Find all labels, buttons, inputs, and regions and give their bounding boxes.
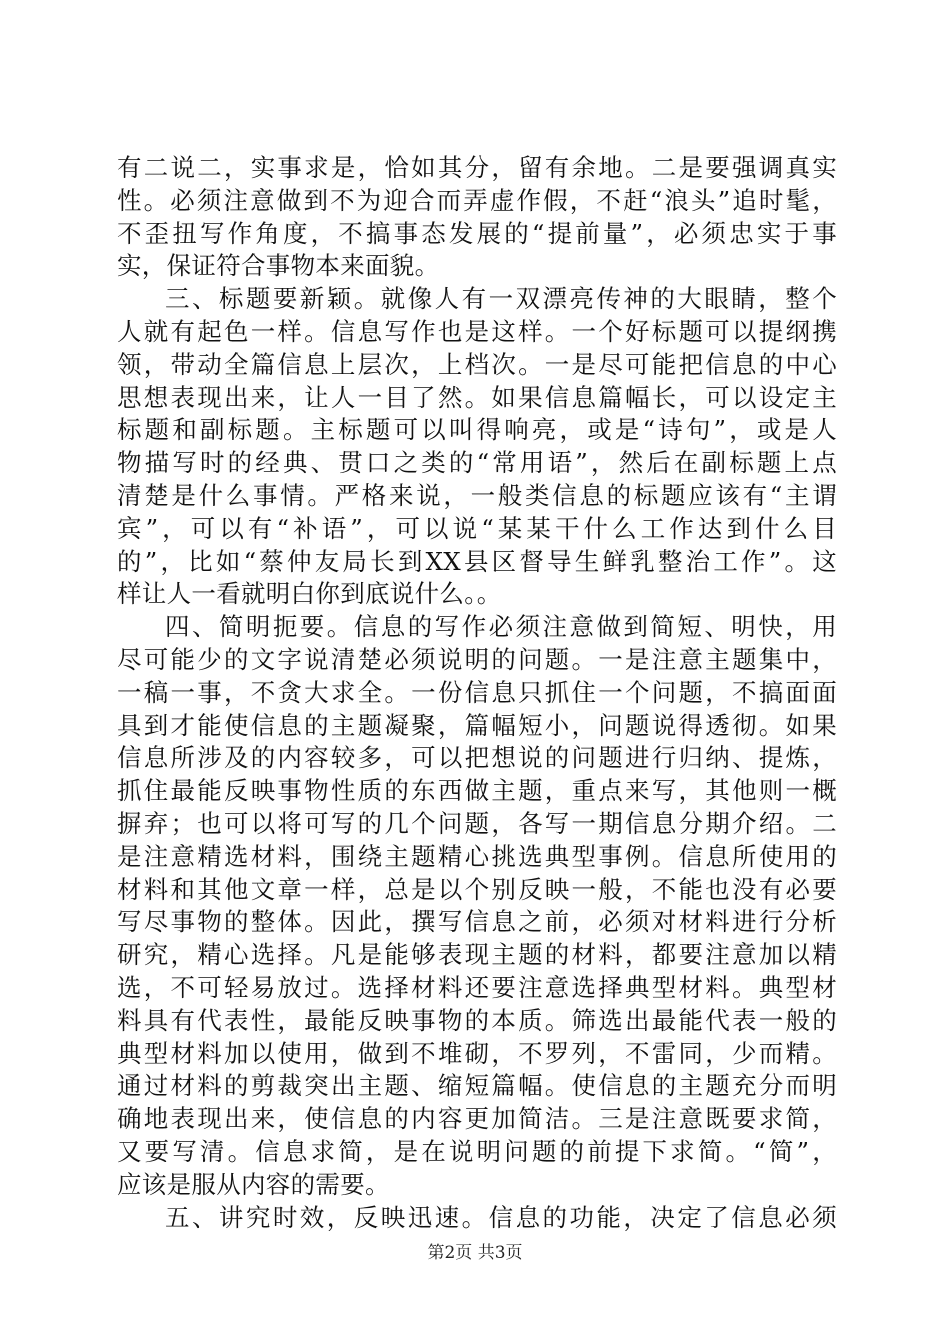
text-line: 四、简明扼要。信息的写作必须注意做到简短、明快，用 — [165, 612, 837, 642]
text-line: 样让人一看就明白你到底说什么。。 — [117, 579, 502, 609]
text-line: 信息所涉及的内容较多，可以把想说的问题进行归纳、提炼， — [117, 743, 837, 773]
text-line: 摒弃；也可以将可写的几个问题，各写一期信息分期介绍。二 — [117, 808, 837, 838]
text-line: 标题和副标题。主标题可以叫得响亮，或是“诗句”，或是人 — [117, 415, 837, 445]
text-line: 选，不可轻易放过。选择材料还要注意选择典型材料。典型材 — [117, 972, 837, 1002]
text-line: 是注意精选材料，围绕主题精心挑选典型事例。信息所使用的 — [117, 841, 837, 871]
text-line: 的”，比如“蔡仲友局长到XX县区督导生鲜乳整治工作”。这 — [117, 546, 837, 576]
text-line: 三、标题要新颖。就像人有一双漂亮传神的大眼睛，整个 — [165, 284, 837, 314]
text-line: 领，带动全篇信息上层次，上档次。一是尽可能把信息的中心 — [117, 349, 837, 379]
text-line: 尽可能少的文字说清楚必须说明的问题。一是注意主题集中， — [117, 644, 837, 674]
text-line: 写尽事物的整体。因此，撰写信息之前，必须对材料进行分析 — [117, 907, 837, 937]
text-line: 通过材料的剪裁突出主题、缩短篇幅。使信息的主题充分而明 — [117, 1071, 837, 1101]
text-line: 料具有代表性，最能反映事物的本质。筛选出最能代表一般的 — [117, 1005, 837, 1035]
text-line: 宾”，可以有“补语”，可以说“某某干什么工作达到什么目 — [117, 513, 837, 543]
text-line: 又要写清。信息求简，是在说明问题的前提下求简。“简”， — [117, 1136, 837, 1166]
text-line: 五、讲究时效，反映迅速。信息的功能，决定了信息必须 — [165, 1202, 837, 1232]
text-line: 清楚是什么事情。严格来说，一般类信息的标题应该有“主谓 — [117, 480, 837, 510]
text-line: 应该是服从内容的需要。 — [117, 1169, 390, 1199]
text-line: 不歪扭写作角度，不搞事态发展的“提前量”，必须忠实于事 — [117, 218, 837, 248]
text-line: 一稿一事，不贪大求全。一份信息只抓住一个问题，不搞面面 — [117, 677, 837, 707]
document-body — [117, 152, 837, 1234]
text-line: 性。必须注意做到不为迎合而弄虚作假，不赶“浪头”追时髦， — [117, 185, 837, 215]
text-line: 人就有起色一样。信息写作也是这样。一个好标题可以提纲携 — [117, 316, 837, 346]
text-line: 物描写时的经典、贯口之类的“常用语”，然后在副标题上点 — [117, 448, 837, 478]
text-line: 具到才能使信息的主题凝聚，篇幅短小，问题说得透彻。如果 — [117, 710, 837, 740]
text-line: 抓住最能反映事物性质的东西做主题，重点来写，其他则一概 — [117, 776, 837, 806]
page-footer: 第2页 共3页 — [427, 1243, 523, 1263]
text-line: 研究，精心选择。凡是能够表现主题的材料，都要注意加以精 — [117, 940, 837, 970]
text-line: 材料和其他文章一样，总是以个别反映一般，不能也没有必要 — [117, 874, 837, 904]
text-line: 典型材料加以使用，做到不堆砌，不罗列，不雷同，少而精。 — [117, 1038, 837, 1068]
text-line: 实，保证符合事物本来面貌。 — [117, 251, 440, 281]
text-line: 思想表现出来，让人一目了然。如果信息篇幅长，可以设定主 — [117, 382, 837, 412]
text-line: 确地表现出来，使信息的内容更加简洁。三是注意既要求简， — [117, 1104, 837, 1134]
text-line: 有二说二，实事求是，恰如其分，留有余地。二是要强调真实 — [117, 153, 837, 182]
